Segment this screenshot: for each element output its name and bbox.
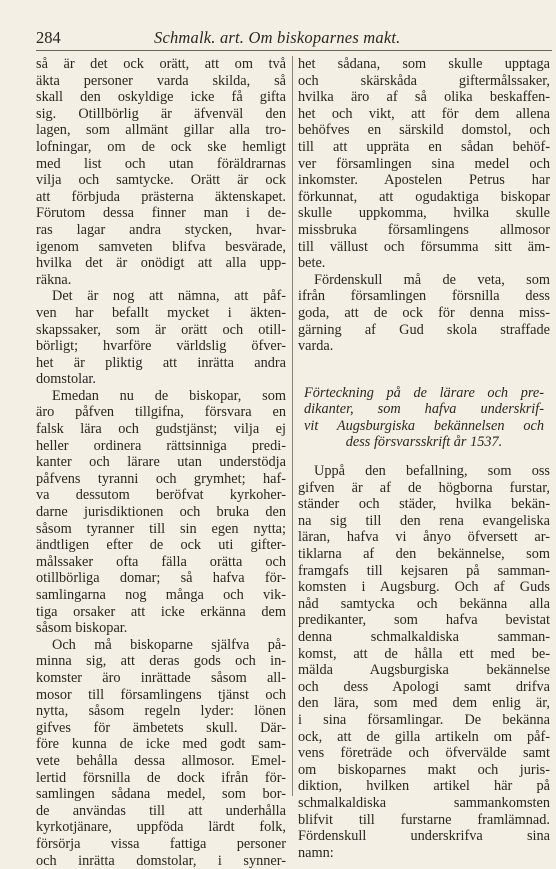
text-line: om biskoparnes makt och juris- <box>298 762 550 779</box>
text-line: de användas till att underhålla <box>36 803 286 820</box>
text-line: ver församlingen sina medel och <box>298 156 550 173</box>
text-line: domstolar. <box>36 371 286 388</box>
text-line: gärning af Gud skola straffade <box>298 322 550 339</box>
text-line: het är pliktig att inrätta andra <box>36 355 286 372</box>
text-line: ven har befallt mycket i äkten- <box>36 305 286 322</box>
text-line: komster äro inrättade såsom all- <box>36 670 286 687</box>
text-line: komsten i Augsburg. Och af Guds <box>298 579 550 596</box>
text-line: schmalkaldiska sammankomsten <box>298 795 550 812</box>
header-rule <box>36 50 552 51</box>
text-line: het och vikt, att för dem allena <box>298 106 550 123</box>
text-line: äro påfven tillgifna, försvara en <box>36 404 286 421</box>
text-line: gifven är af de högborna furstar, <box>298 480 550 497</box>
text-line: lofningar, om de ock ske hemligt <box>36 139 286 156</box>
column-divider <box>292 56 293 796</box>
text-line: påfvens tyranni och grymhet; haf- <box>36 471 286 488</box>
text-line: börligt; hvarföre världslig öfver- <box>36 338 286 355</box>
text-line: vete behålla dessa allmosor. Emel- <box>36 753 286 770</box>
text-line: lagen, som allmänt gillar alla tro- <box>36 122 286 139</box>
text-line: denna schmalkaldiska samman- <box>298 629 550 646</box>
left-column <box>36 56 286 869</box>
text-line: tiga orsaker att icke erkänna dem <box>36 604 286 621</box>
text-line: varda. <box>298 338 550 355</box>
text-line: na sig till den rena evangeliska <box>298 513 550 530</box>
text-line: missbruka församlingens allmosor <box>298 222 550 239</box>
text-line: läran, hafva vi ånyo öfversett ar- <box>298 529 550 546</box>
text-line: sig. Otillbörlig är äfvenväl den <box>36 106 286 123</box>
heading-line: dikanter, som hafva underskrif- <box>304 401 544 418</box>
text-line: kyrkotjänare, uppföda lärdt folk, <box>36 819 286 836</box>
text-line: Fördenskull underskrifva sina <box>298 828 550 845</box>
text-line: ock, att de gilla artikeln om påf- <box>298 729 550 746</box>
right-column-top-text <box>298 56 550 355</box>
text-line: till vällust och försumma sitt äm- <box>298 239 550 256</box>
text-line: till att uppräta en sådan behöf- <box>298 139 550 156</box>
text-line: namn: <box>298 845 550 862</box>
text-line: falsk lära och gudstjänst; vilja ej <box>36 421 286 438</box>
text-line: skall den oskyldige icke få gifta <box>36 89 286 106</box>
text-line: skapssaker, som är orätt och otill- <box>36 322 286 339</box>
text-line: och dess Apologi samt drifva <box>298 679 550 696</box>
text-line: bete. <box>298 255 550 272</box>
text-line: och skärskåda giftermålssaker, <box>298 73 550 90</box>
text-line: lertid försnilla de dock ifrån för- <box>36 770 286 787</box>
text-line: ändtligen efter de ock uti gifter- <box>36 537 286 554</box>
text-line: Det är nog att nämna, att påf- <box>36 288 286 305</box>
text-line: räkna. <box>36 272 286 289</box>
text-line: diktion, hvilken artikel här på <box>298 778 550 795</box>
text-line: predikanter, som hafva bevistat <box>298 612 550 629</box>
right-column-body-text <box>298 463 550 861</box>
text-line: före kunna de icke med godt sam- <box>36 736 286 753</box>
text-line: målssaker ofta fälla orätta och <box>36 554 286 571</box>
text-line: samlingen sådana medel, som bor- <box>36 786 286 803</box>
text-line: samlingarna nog många och vik- <box>36 587 286 604</box>
text-line: nytta, såsom regeln lyder: lönen <box>36 703 286 720</box>
right-column <box>298 56 550 861</box>
text-line: behöfves en särskild domstol, och <box>298 122 550 139</box>
text-line: ifrån församlingen försnilla dess <box>298 288 550 305</box>
text-line: goda, att de ock för denna miss- <box>298 305 550 322</box>
text-line: skulle uppkomma, hvilka skulle <box>298 205 550 222</box>
text-line: tiklarna af den bekännelse, som <box>298 546 550 563</box>
text-line: Fördenskull må de veta, som <box>298 272 550 289</box>
text-line: försörja vissa fattiga personer <box>36 836 286 853</box>
page-header <box>36 28 552 50</box>
text-line: va dessutom beröfvat kyrkoher- <box>36 487 286 504</box>
text-line: nåd samtycka och bekänna alla <box>298 596 550 613</box>
text-line: otillbörliga domar; så hafva för- <box>36 570 286 587</box>
text-line: kanter och lärare utan understödja <box>36 454 286 471</box>
heading-line: dess försvarsskrift år 1537. <box>304 434 544 451</box>
text-line: blifvit till furstarne framlämnad. <box>298 812 550 829</box>
text-line: med list och utan föräldrarnas <box>36 156 286 173</box>
text-line: hvilka äro af så olika beskaffen- <box>298 89 550 106</box>
page-number: 284 <box>36 28 61 48</box>
text-line: Förutom dessa finner man i de- <box>36 205 286 222</box>
text-line: förkunnat, att ogudaktiga biskopar <box>298 189 550 206</box>
text-line: äkta personer varda skilda, så <box>36 73 286 90</box>
text-line: hvilka det är onödigt att alla upp- <box>36 255 286 272</box>
text-line: och inrätta domstolar, i synner- <box>36 853 286 869</box>
text-line: i sina församlingar. De bekänna <box>298 712 550 729</box>
text-line: Och må biskoparne själfva på- <box>36 637 286 654</box>
text-line: ständer och städer, hvilka bekän- <box>298 496 550 513</box>
text-line: mosor till församlingens tjänst och <box>36 687 286 704</box>
text-line: så är det ock orätt, att om två <box>36 56 286 73</box>
running-title: Schmalk. art. Om biskoparnes makt. <box>154 28 400 48</box>
text-line: vilja och samtycke. Orätt är ock <box>36 172 286 189</box>
text-line: den lära, som med dem enlig är, <box>298 695 550 712</box>
text-line: vens företräde och öfvervälde samt <box>298 745 550 762</box>
text-line: minna sig, att deras gods och in- <box>36 653 286 670</box>
text-line: heller ordinera rättsinniga predi- <box>36 438 286 455</box>
text-line: het sådana, som skulle upptaga <box>298 56 550 73</box>
text-line: darne jurisdiktionen och bruka den <box>36 504 286 521</box>
text-line: framgafs till kejsaren på samman- <box>298 563 550 580</box>
text-line: inkomster. Apostelen Petrus har <box>298 172 550 189</box>
text-line: Emedan nu de biskopar, som <box>36 388 286 405</box>
text-line: Uppå den befallning, som oss <box>298 463 550 480</box>
text-line: såsom tyranner till sin egen nytta; <box>36 521 286 538</box>
text-line: gifves för ämbetets skull. Där- <box>36 720 286 737</box>
heading-line: vit Augsburgiska bekännelsen och <box>304 418 544 435</box>
heading-line: Förteckning på de lärare och pre- <box>304 385 544 402</box>
text-line: att förbjuda prästerna äktenskapet. <box>36 189 286 206</box>
text-line: komst, att de hålla ett med be- <box>298 646 550 663</box>
text-line: såsom biskopar. <box>36 620 286 637</box>
text-line: mälda Augsburgiska bekännelse <box>298 662 550 679</box>
section-heading <box>298 385 550 451</box>
text-line: igenom samveten blifva besvärade, <box>36 239 286 256</box>
text-line: ras lagar andra stycken, hvar- <box>36 222 286 239</box>
